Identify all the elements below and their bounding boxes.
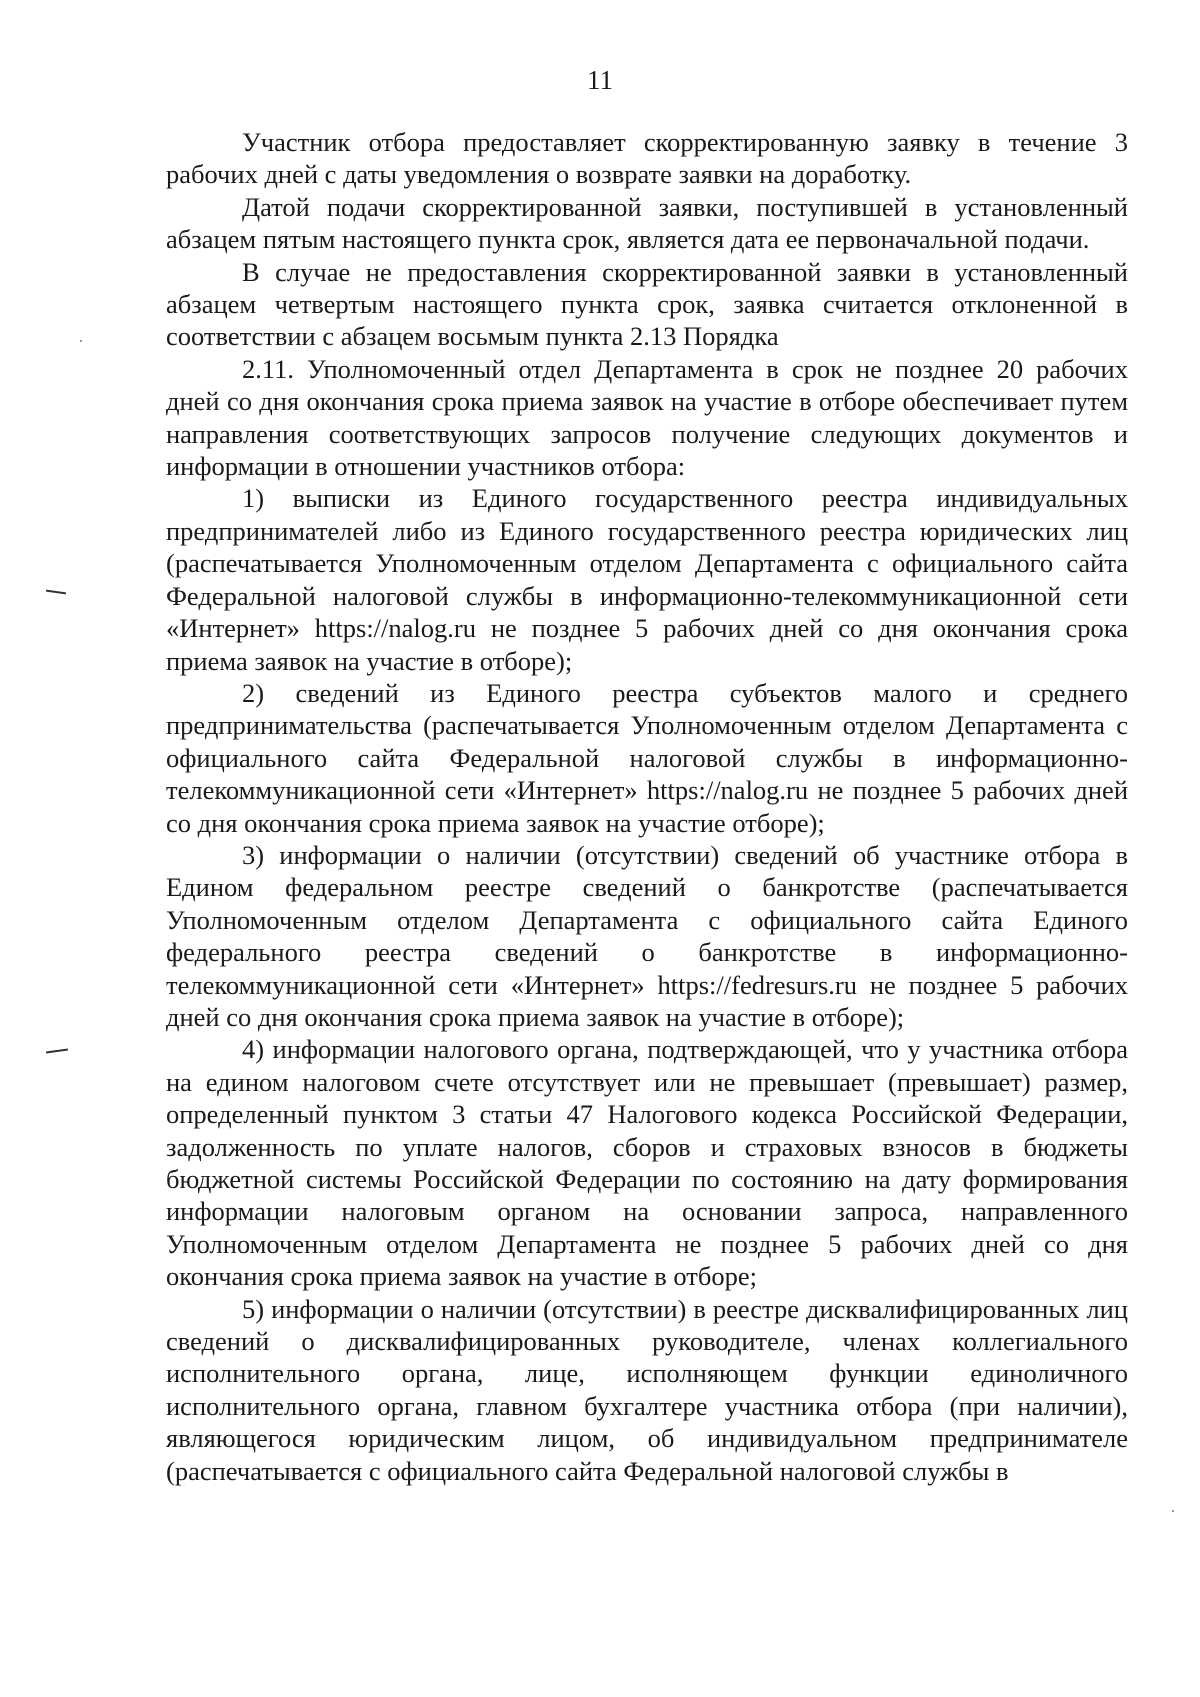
paragraph-submission-date: Датой подачи скорректированной заявки, поступившей в установленный абзацем пятым настоящего пункта срок, является дата ее первоначальной подачи. bbox=[166, 191, 1128, 255]
paragraph-item-3: 3) информации о наличии (отсутствии) сведений об участнике отбора в Едином федеральном реестре сведений о банкротстве (распечатывается Уполномоченным отделом Департамента с официального сайта Единого федерального реестра сведений о банкротстве в информационно-телекоммуникационной сети «Интернет» https://fedresurs.ru не позднее 5 рабочих дней со дня окончания срока приема заявок на участие в отборе); bbox=[166, 839, 1128, 1032]
paragraph-rejection: В случае не предоставления скорректированной заявки в установленный абзацем четвертым настоящего пункта срок, заявка считается отклоненной в соответствии с абзацем восьмым пункта 2.13 Порядка bbox=[166, 256, 1128, 352]
page-number: 11 bbox=[587, 65, 613, 95]
paragraph-clause-2-11: 2.11. Уполномоченный отдел Департамента в срок не позднее 20 рабочих дней со дня окончания срока приема заявок на участие в отборе обеспечивает путем направления соответствующих запросов получение следующих документов и информации в отношении участников отбора: bbox=[166, 353, 1128, 482]
paragraph-item-2: 2) сведений из Единого реестра субъектов малого и среднего предпринимательства (распечатывается Уполномоченным отделом Департамента с официального сайта Федеральной налоговой службы в информационно-телекоммуникационной сети «Интернет» https://nalog.ru не позднее 5 рабочих дней со дня окончания срока приема заявок на участие отборе); bbox=[166, 677, 1128, 838]
document-body bbox=[166, 126, 1128, 1487]
binding-hole-mark bbox=[46, 1048, 68, 1053]
binding-hole-mark bbox=[46, 590, 66, 595]
scan-speck bbox=[1172, 1510, 1174, 1512]
paragraph-item-1: 1) выписки из Единого государственного реестра индивидуальных предпринимателей либо из Единого государственного реестра юридических лиц (распечатывается Уполномоченным отделом Департамента с официального сайта Федеральной налоговой службы в информационно-телекоммуникационной сети «Интернет» https://nalog.ru не позднее 5 рабочих дней со дня окончания срока приема заявок на участие в отборе); bbox=[166, 483, 1128, 676]
paragraph-item-5: 5) информации о наличии (отсутствии) в реестре дисквалифицированных лиц сведений о дисквалифицированных руководителе, членах коллегиального исполнительного органа, лице, исполняющем функции единоличного исполнительного органа, главном бухгалтере участника отбора (при наличии), являющегося юридическим лицом, об индивидуальном предпринимателе (распечатывается с официального сайта Федеральной налоговой службы в bbox=[166, 1293, 1128, 1486]
paragraph-resubmission-term: Участник отбора предоставляет скорректированную заявку в течение 3 рабочих дней с даты уведомления о возврате заявки на доработку. bbox=[166, 127, 1128, 190]
paragraph-item-4: 4) информации налогового органа, подтверждающей, что у участника отбора на едином налоговом счете отсутствует или не превышает (превышает) размер, определенный пунктом 3 статьи 47 Налогового кодекса Российской Федерации, задолженность по уплате налогов, сборов и страховых взносов в бюджеты бюджетной системы Российской Федерации по состоянию на дату формирования информации налоговым органом на основании запроса, направленного Уполномоченным отделом Департамента не позднее 5 рабочих дней со дня окончания срока приема заявок на участие в отборе; bbox=[166, 1034, 1128, 1292]
scan-speck bbox=[80, 340, 82, 342]
